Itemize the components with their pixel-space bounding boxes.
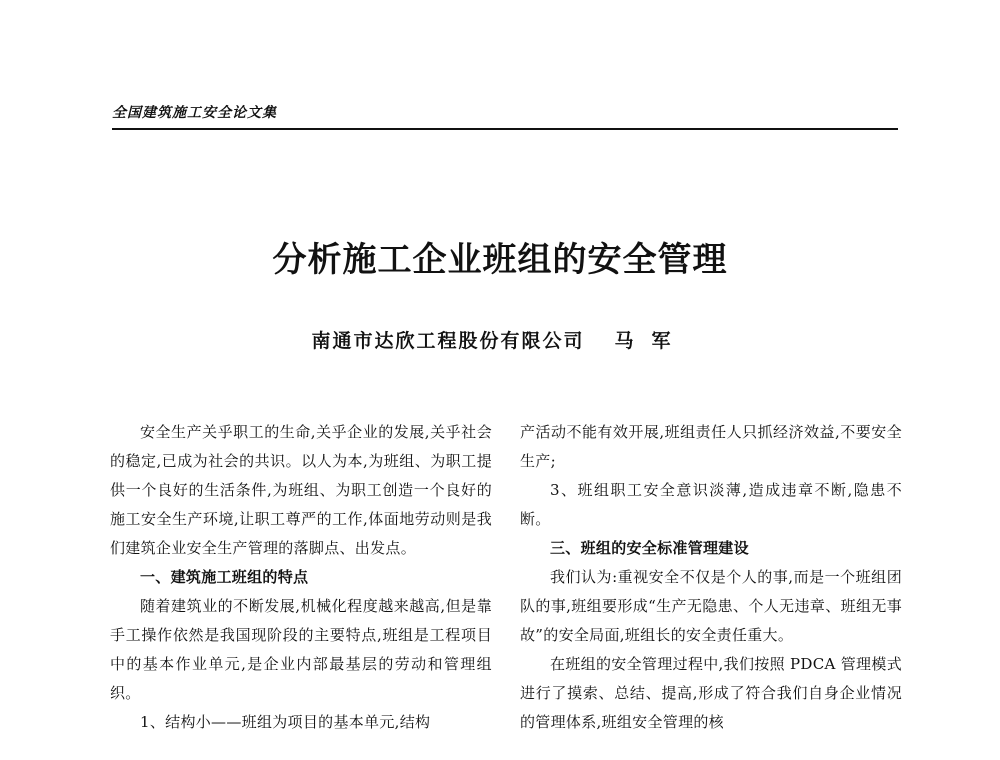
- paragraph: 产活动不能有效开展,班组责任人只抓经济效益,不要安全生产;: [520, 423, 902, 470]
- paragraph: 在班组的安全管理过程中,我们按照 PDCA 管理模式进行了摸索、总结、提高,形成了符合我们自身企业情况的管理体系,班组安全管理的核: [520, 655, 902, 731]
- paragraph: 安全生产关乎职工的生命,关乎企业的发展,关乎社会的稳定,已成为社会的共识。以人为本,为班组、为职工提供一个良好的生活条件,为班组、为职工创造一个良好的施工安全生产环境,让职工尊严的工作,体面地劳动则是我们建筑企业安全生产管理的落脚点、出发点。: [110, 423, 492, 557]
- paragraph: 随着建筑业的不断发展,机械化程度越来越高,但是靠手工操作依然是我国现阶段的主要特点,班组是工程项目中的基本作业单元,是企业内部最基层的劳动和管理组织。: [110, 597, 492, 702]
- left-column: [110, 418, 492, 737]
- affiliation: 南通市达欣工程股份有限公司: [311, 330, 585, 352]
- author-name: 马军: [614, 330, 689, 352]
- right-column: [520, 418, 902, 737]
- section-heading: 一、建筑施工班组的特点: [140, 568, 309, 586]
- header-rule: [112, 128, 898, 130]
- byline: [0, 326, 1000, 353]
- paragraph: 3、班组职工安全意识淡薄,造成违章不断,隐患不断。: [520, 481, 902, 528]
- paragraph: 我们认为:重视安全不仅是个人的事,而是一个班组团队的事,班组要形成“生产无隐患、个人无违章、班组无事故”的安全局面,班组长的安全责任重大。: [520, 568, 902, 644]
- article-title: 分析施工企业班组的安全管理: [272, 240, 728, 280]
- paragraph: 1、结构小——班组为项目的基本单元,结构: [140, 713, 431, 731]
- running-header: 全国建筑施工安全论文集: [112, 105, 277, 121]
- section-heading: 三、班组的安全标准管理建设: [550, 539, 749, 557]
